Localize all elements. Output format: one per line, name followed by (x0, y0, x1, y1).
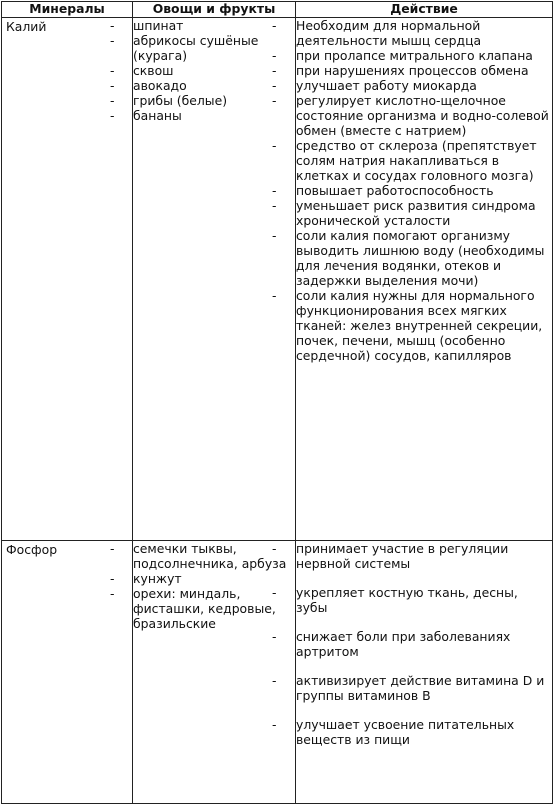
foods-cell (133, 541, 296, 804)
header-foods: Овощи и фрукты (133, 2, 296, 18)
foods-list (133, 541, 295, 631)
effects-list (296, 18, 552, 363)
list-item: - при пролапсе митрального клапана (296, 48, 552, 63)
list-item: - соли калия помогают организму выводить лишнюю воду (необходимы для лечения водянки, отеков и задержки выделения мочи) (296, 228, 552, 288)
mineral-name: Калий (6, 19, 47, 34)
list-item: - сквош (133, 63, 295, 78)
list-item: - регулирует кислотно-щелочное состояние организма и водно-солевой обмен (вместе с натрием) (296, 93, 552, 138)
header-minerals: Минералы (2, 2, 133, 18)
list-item: - укрепляет костную ткань, десны, зубы (296, 585, 552, 615)
header-row (2, 2, 553, 18)
list-item: - Необходим для нормальной деятельности мышц сердца (296, 18, 552, 48)
list-item: - улучшает усвоение питательных веществ из пищи (296, 717, 552, 747)
table-row (2, 541, 553, 804)
list-item: - абрикосы сушёные (курага) (133, 33, 295, 63)
list-item: - улучшает работу миокарда (296, 78, 552, 93)
list-item: - при нарушениях процессов обмена (296, 63, 552, 78)
list-item: - средство от склероза (препятствует солям натрия накапливаться в клетках и сосудах головного мозга) (296, 138, 552, 183)
list-item: - кунжут (133, 571, 295, 586)
list-item: - авокадо (133, 78, 295, 93)
list-item: - снижает боли при заболеваниях артритом (296, 629, 552, 659)
effects-cell (296, 18, 553, 541)
effects-cell (296, 541, 553, 804)
list-item: - шпинат (133, 18, 295, 33)
list-item: - орехи: миндаль, фисташки, кедровые, бразильские (133, 586, 295, 631)
list-item: - повышает работоспособность (296, 183, 552, 198)
header-effects: Действие (296, 2, 553, 18)
list-item: - активизирует действие витамина D и группы витаминов В (296, 673, 552, 703)
list-item: - соли калия нужны для нормального функционирования всех мягких тканей: желез внутренней секреции, почек, печени, мышц (особенно сердечной) сосудов, капилляров (296, 288, 552, 363)
effects-list (296, 541, 552, 747)
list-item: - бананы (133, 108, 295, 123)
list-item: - принимает участие в регуляции нервной системы (296, 541, 552, 571)
list-item: - уменьшает риск развития синдрома хронической усталости (296, 198, 552, 228)
table-row (2, 18, 553, 541)
list-item: - грибы (белые) (133, 93, 295, 108)
list-item: - семечки тыквы, подсолнечника, арбуза (133, 541, 295, 571)
mineral-name: Фосфор (6, 542, 58, 557)
minerals-table (1, 1, 553, 804)
foods-list (133, 18, 295, 123)
